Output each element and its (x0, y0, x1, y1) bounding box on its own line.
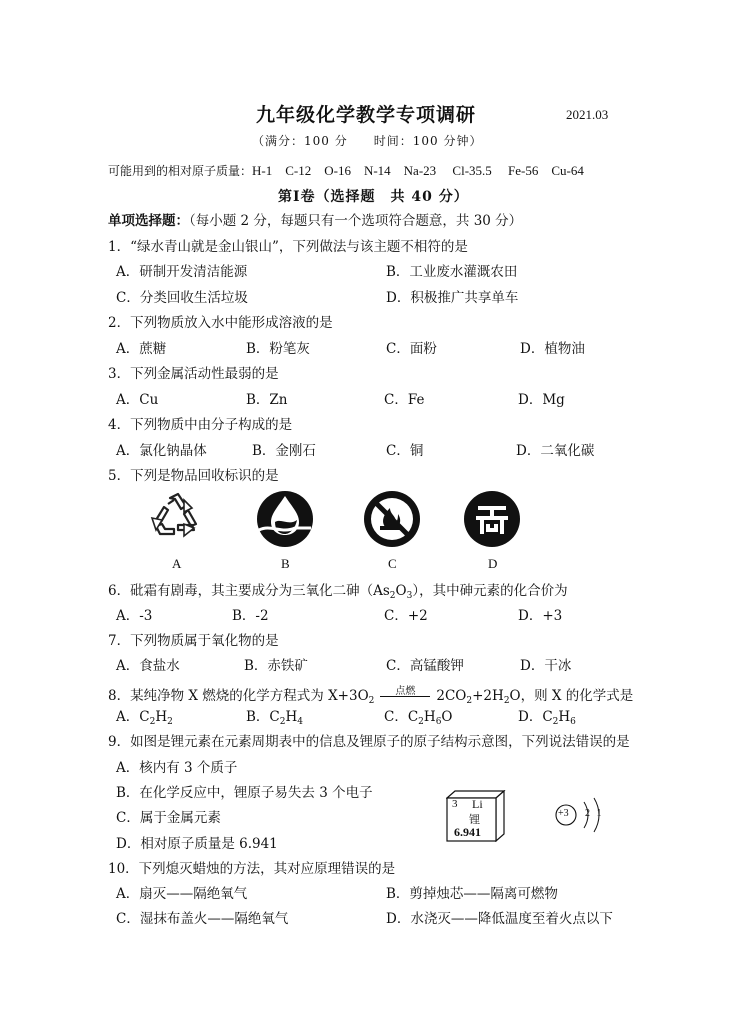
atomic-masses-label: 可能用到的相对原子质量： (108, 164, 253, 178)
element-name: 锂 (469, 813, 480, 826)
q3-option-c: C．Fe (384, 392, 425, 408)
question-6-stem: 6．砒霜有剧毒，其主要成分为三氧化二砷$(As_2O_3)$，其中砷元素的化合价为 (108, 583, 568, 601)
q1-option-c: C．分类回收生活垃圾 (116, 290, 248, 306)
q10-option-b: B．剪掉烛芯——隔离可燃物 (386, 886, 558, 902)
element-mass: 6.941 (454, 825, 481, 839)
question-10-stem: 10．下列熄灭蜡烛的方法，其对应原理错误的是 (108, 861, 396, 877)
part-title: 第Ⅰ卷（选择题 共 40 分） (278, 189, 469, 205)
question-3-stem: 3．下列金属活动性最弱的是 (108, 366, 279, 382)
question-4-stem: 4．下列物质中由分子构成的是 (108, 417, 293, 433)
q2-option-b: B．粉笔灰 (246, 341, 310, 357)
section-note: （每小题 2 分，每题只有一个选项符合题意，共 30 分） (189, 213, 523, 229)
q10-option-a: A．扇灭——隔绝氧气 (116, 886, 248, 902)
water-saving-icon (255, 490, 315, 548)
question-8-stem: 8．某纯净物 X 燃烧的化学方程式为 $X+3O_2$点燃 $2CO_2+2H_2O$，则 X 的化学式是 (108, 683, 633, 705)
exam-title: 九年级化学教学专项调研 (256, 104, 477, 126)
q1-option-b: B．工业废水灌溉农田 (386, 264, 518, 280)
q8-option-a: A．$C_2H_2$ (116, 709, 173, 727)
q10-option-c: C．湿抹布盖火——隔绝氧气 (116, 911, 289, 927)
q9-option-d: D．相对原子质量是 6.941 (116, 836, 278, 852)
q9-option-c: C．属于金属元素 (116, 810, 221, 826)
reaction-condition: 点燃 (380, 683, 430, 701)
element-number: 3 (452, 798, 458, 810)
q3-option-b: B．Zn (246, 392, 288, 408)
q1-option-d: D．积极推广共享单车 (386, 290, 519, 306)
section-label: 单项选择题： (108, 213, 189, 229)
q9-option-b: B．在化学反应中，锂原子易失去 3 个电子 (116, 785, 373, 801)
question-5-stem: 5．下列是物品回收标识的是 (108, 468, 279, 484)
logo-label-d: D (488, 556, 498, 571)
question-2-stem: 2．下列物质放入水中能形成溶液的是 (108, 315, 333, 331)
q3-option-a: A．Cu (116, 392, 159, 408)
question-9-stem: 9．如图是锂元素在元素周期表中的信息及锂原子的原子结构示意图，下列说法错误的是 (108, 734, 630, 750)
q10-option-d: D．水浇灭——降低温度至着火点以下 (386, 911, 613, 927)
q6-option-b: B．-2 (232, 608, 269, 624)
exam-subtitle: （满分：100 分 时间：100 分钟） (252, 134, 483, 148)
q4-option-d: D．二氧化碳 (516, 443, 595, 459)
atom-shells: 2 1 (585, 808, 602, 819)
q7-option-d: D．干冰 (520, 658, 572, 674)
atomic-masses-values: H-1 C-12 O-16 N-14 Na-23 Cl-35.5 Fe-56 Cu-64 (252, 163, 584, 178)
q7-option-c: C．高锰酸钾 (386, 658, 464, 674)
q6-option-d: D．+3 (518, 608, 563, 624)
exam-date: 2021.03 (566, 107, 609, 122)
q2-option-d: D．植物油 (520, 341, 585, 357)
logo-label-c: C (388, 556, 397, 571)
recycle-icon (148, 490, 208, 546)
atom-nucleus: +3 (558, 808, 569, 819)
q8-option-c: C．$C_2H_6O$ (384, 709, 453, 727)
logo-label-b: B (281, 556, 290, 571)
question-7-stem: 7．下列物质属于氧化物的是 (108, 633, 279, 649)
circular-symbol-icon (462, 490, 522, 548)
q2-option-a: A．蔗糖 (116, 341, 167, 357)
logo-label-a: A (172, 556, 182, 571)
q4-option-c: C．铜 (386, 443, 424, 459)
q7-option-b: B．赤铁矿 (244, 658, 308, 674)
q8-option-b: B．$C_2H_4$ (246, 709, 303, 727)
q7-option-a: A．食盐水 (116, 658, 180, 674)
section-heading (108, 212, 522, 230)
no-fire-icon (362, 490, 422, 548)
element-symbol: Li (472, 797, 483, 811)
q4-option-a: A．氯化钠晶体 (116, 443, 207, 459)
q6-option-c: C．+2 (384, 608, 428, 624)
atomic-masses (108, 160, 584, 179)
q2-option-c: C．面粉 (386, 341, 437, 357)
q8-option-d: D．$C_2H_6$ (518, 709, 576, 727)
q6-option-a: A．-3 (116, 608, 153, 624)
q1-option-a: A．研制开发清洁能源 (116, 264, 248, 280)
q4-option-b: B．金刚石 (252, 443, 316, 459)
q9-option-a: A．核内有 3 个质子 (116, 760, 238, 776)
question-1-stem: 1．“绿水青山就是金山银山”，下列做法与该主题不相符的是 (108, 239, 468, 255)
q3-option-d: D．Mg (518, 392, 565, 408)
